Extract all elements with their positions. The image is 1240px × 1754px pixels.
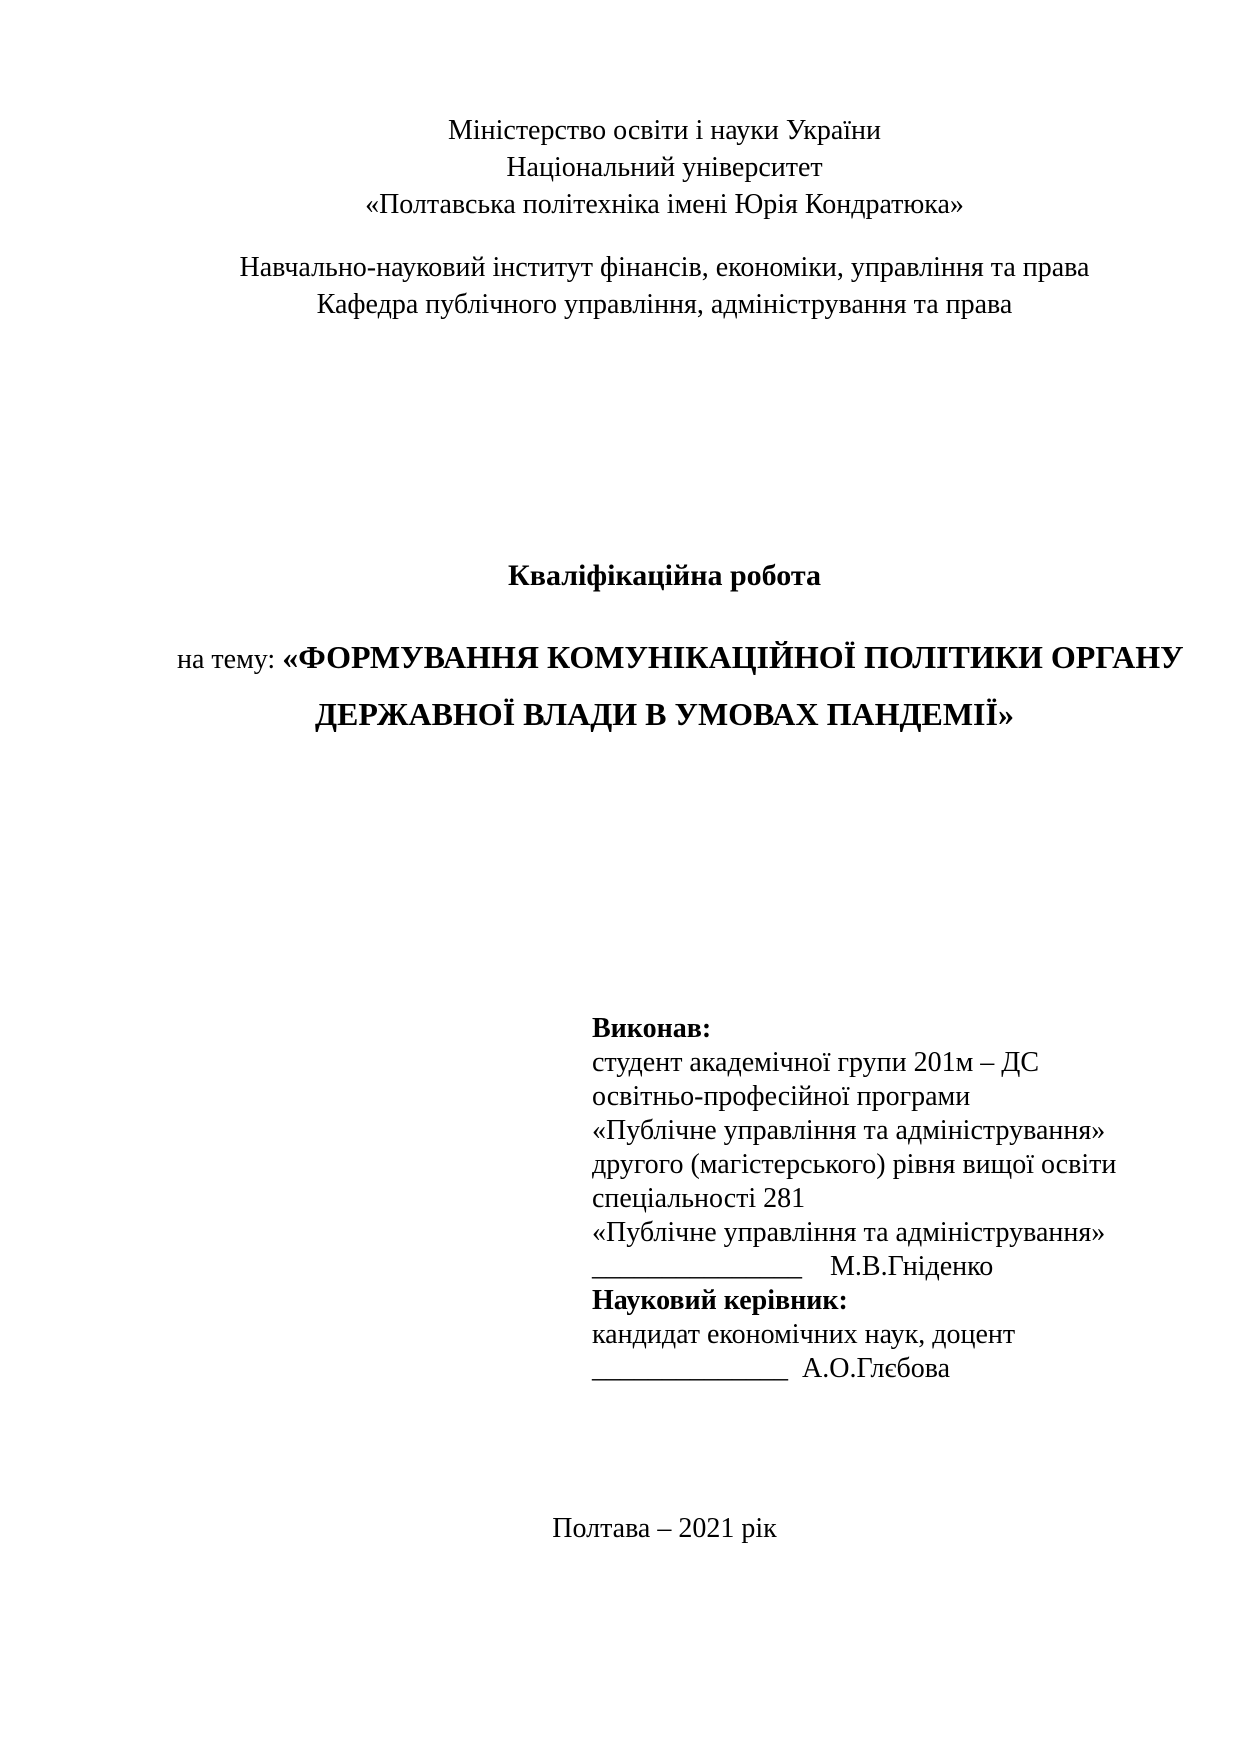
- supervisor-label: Науковий керівник:: [592, 1285, 848, 1316]
- executor-specialty-line: спеціальності 281: [592, 1183, 806, 1214]
- executor-supervisor-block: [592, 1012, 1192, 1386]
- executor-specialty-name-line: «Публічне управління та адміністрування»: [592, 1217, 1106, 1248]
- university-name-line: «Полтавська політехніка імені Юрія Кондратюка»: [365, 189, 964, 220]
- topic-title-line-1: [177, 630, 1184, 687]
- ministry-header: [177, 112, 1152, 223]
- topic-title-line-2: ДЕРЖАВНОЇ ВЛАДИ В УМОВАХ ПАНДЕМІЇ»: [315, 696, 1014, 732]
- institute-line: Навчально-науковий інститут фінансів, економіки, управління та права: [239, 252, 1090, 283]
- topic-caps-part-1: «ФОРМУВАННЯ КОМУНІКАЦІЙНОЇ ПОЛІТИКИ ОРГАНУ: [282, 639, 1184, 675]
- supervisor-degree-line: кандидат економічних наук, доцент: [592, 1319, 1016, 1350]
- supervisor-signature-line: ______________ А.О.Глєбова: [592, 1353, 951, 1384]
- topic-title: [177, 630, 1184, 741]
- topic-prefix: на тему:: [177, 644, 283, 675]
- executor-signature-line: _______________ М.В.Гніденко: [592, 1251, 994, 1282]
- institute-header: [177, 249, 1152, 323]
- city-year-line: Полтава – 2021 рік: [552, 1513, 777, 1544]
- ministry-line: Міністерство освіти і науки України: [447, 115, 882, 146]
- department-line: Кафедра публічного управління, адміністрування та права: [316, 289, 1013, 320]
- university-line: Національний університет: [506, 152, 823, 183]
- executor-group-line: студент академічної групи 201м – ДС: [592, 1047, 1040, 1078]
- work-type-heading: Кваліфікаційна робота: [508, 559, 821, 592]
- executor-program-line: освітньо-професійної програми: [592, 1081, 971, 1112]
- executor-level-line: другого (магістерського) рівня вищої освіти: [592, 1149, 1117, 1180]
- executor-program-name-line: «Публічне управління та адміністрування»: [592, 1115, 1106, 1146]
- executor-label: Виконав:: [592, 1013, 712, 1044]
